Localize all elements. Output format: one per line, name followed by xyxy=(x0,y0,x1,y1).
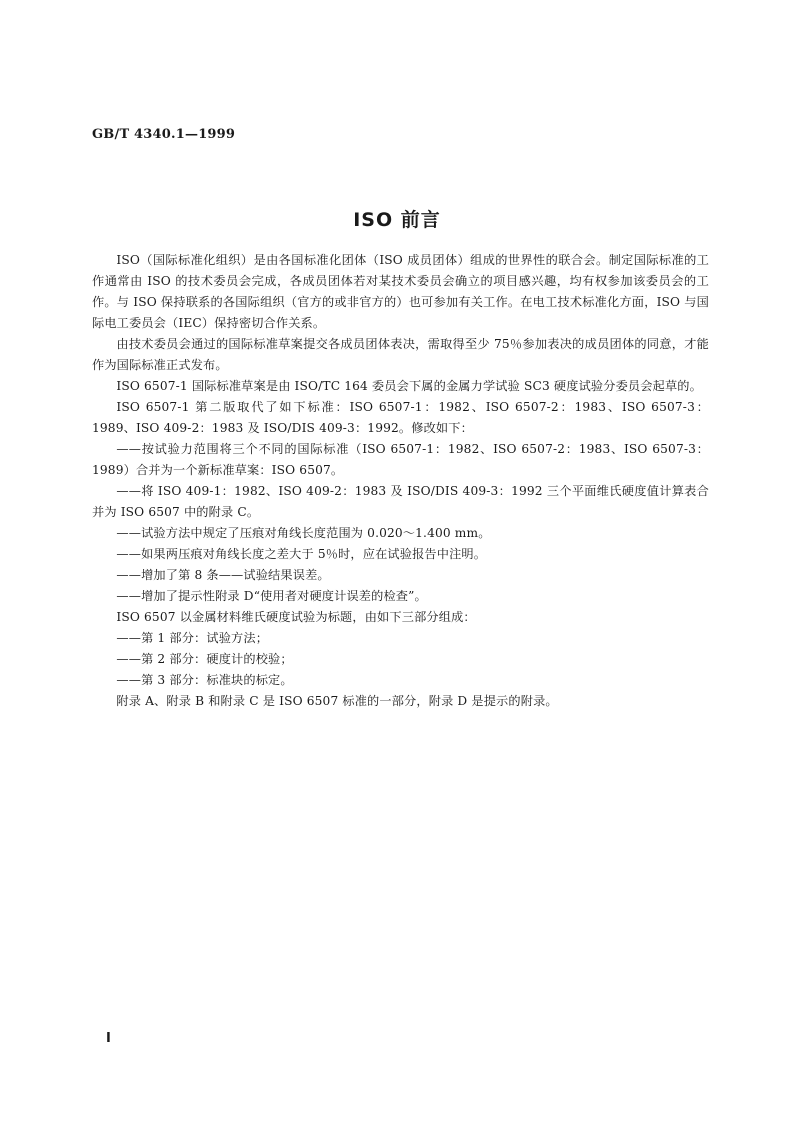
page-number: I xyxy=(106,1031,111,1046)
paragraph-iso-intro: ISO（国际标准化组织）是由各国标准化团体（ISO 成员团体）组成的世界性的联合会。制定国际标准的工作通常由 ISO 的技术委员会完成，各成员团体若对某技术委员会确立的项目感兴趣，均有权参加该委员会的工作。与 ISO 保持联系的各国际组织（官方的或非官方的）也可参加有关工作。在电工技术标准化方面，ISO 与国际电工委员会（IEC）保持密切合作关系。 xyxy=(92,253,709,330)
list-item-part: ——第 2 部分：硬度计的校验； xyxy=(116,652,293,666)
paragraph-voting: 由技术委员会通过的国际标准草案提交各成员团体表决，需取得至少 75％参加表决的成员团体的同意，才能作为国际标准正式发布。 xyxy=(92,337,709,372)
list-item-change: ——增加了提示性附录 D“使用者对硬度计误差的检查”。 xyxy=(116,589,427,603)
paragraph-replacement: ISO 6507-1 第二版取代了如下标准：ISO 6507-1：1982、ISO 6507-2：1983、ISO 6507-3：1989、ISO 409-2：1983 及 ISO/DIS 409-3：1992。修改如下： xyxy=(92,400,709,435)
page-title: ISO 前言 xyxy=(353,209,441,231)
list-item-change: ——增加了第 8 条——试验结果误差。 xyxy=(116,568,330,582)
list-item-part: ——第 3 部分：标准块的标定。 xyxy=(116,673,293,687)
list-item-change: ——按试验力范围将三个不同的国际标准（ISO 6507-1：1982、ISO 6507-2：1983、ISO 6507-3：1989）合并为一个新标准草案：ISO 6507。 xyxy=(92,442,709,477)
paragraph-annexes: 附录 A、附录 B 和附录 C 是 ISO 6507 标准的一部分，附录 D 是提示的附录。 xyxy=(116,694,558,708)
list-item-part: ——第 1 部分：试验方法； xyxy=(116,631,269,645)
paragraph-drafting: ISO 6507-1 国际标准草案是由 ISO/TC 164 委员会下属的金属力学试验 SC3 硬度试验分委员会起草的。 xyxy=(116,379,702,393)
list-item-change: ——试验方法中规定了压痕对角线长度范围为 0.020～1.400 mm。 xyxy=(116,526,491,540)
foreword-body xyxy=(92,250,709,712)
paragraph-parts-intro: ISO 6507 以金属材料维氏硬度试验为标题，由如下三部分组成： xyxy=(116,610,476,624)
list-item-change: ——如果两压痕对角线长度之差大于 5％时，应在试验报告中注明。 xyxy=(116,547,487,561)
standard-code: GB/T 4340.1—1999 xyxy=(92,127,236,142)
list-item-change: ——将 ISO 409-1：1982、ISO 409-2：1983 及 ISO/DIS 409-3：1992 三个平面维氏硬度值计算表合并为 ISO 6507 中的附录 C。 xyxy=(92,484,709,519)
